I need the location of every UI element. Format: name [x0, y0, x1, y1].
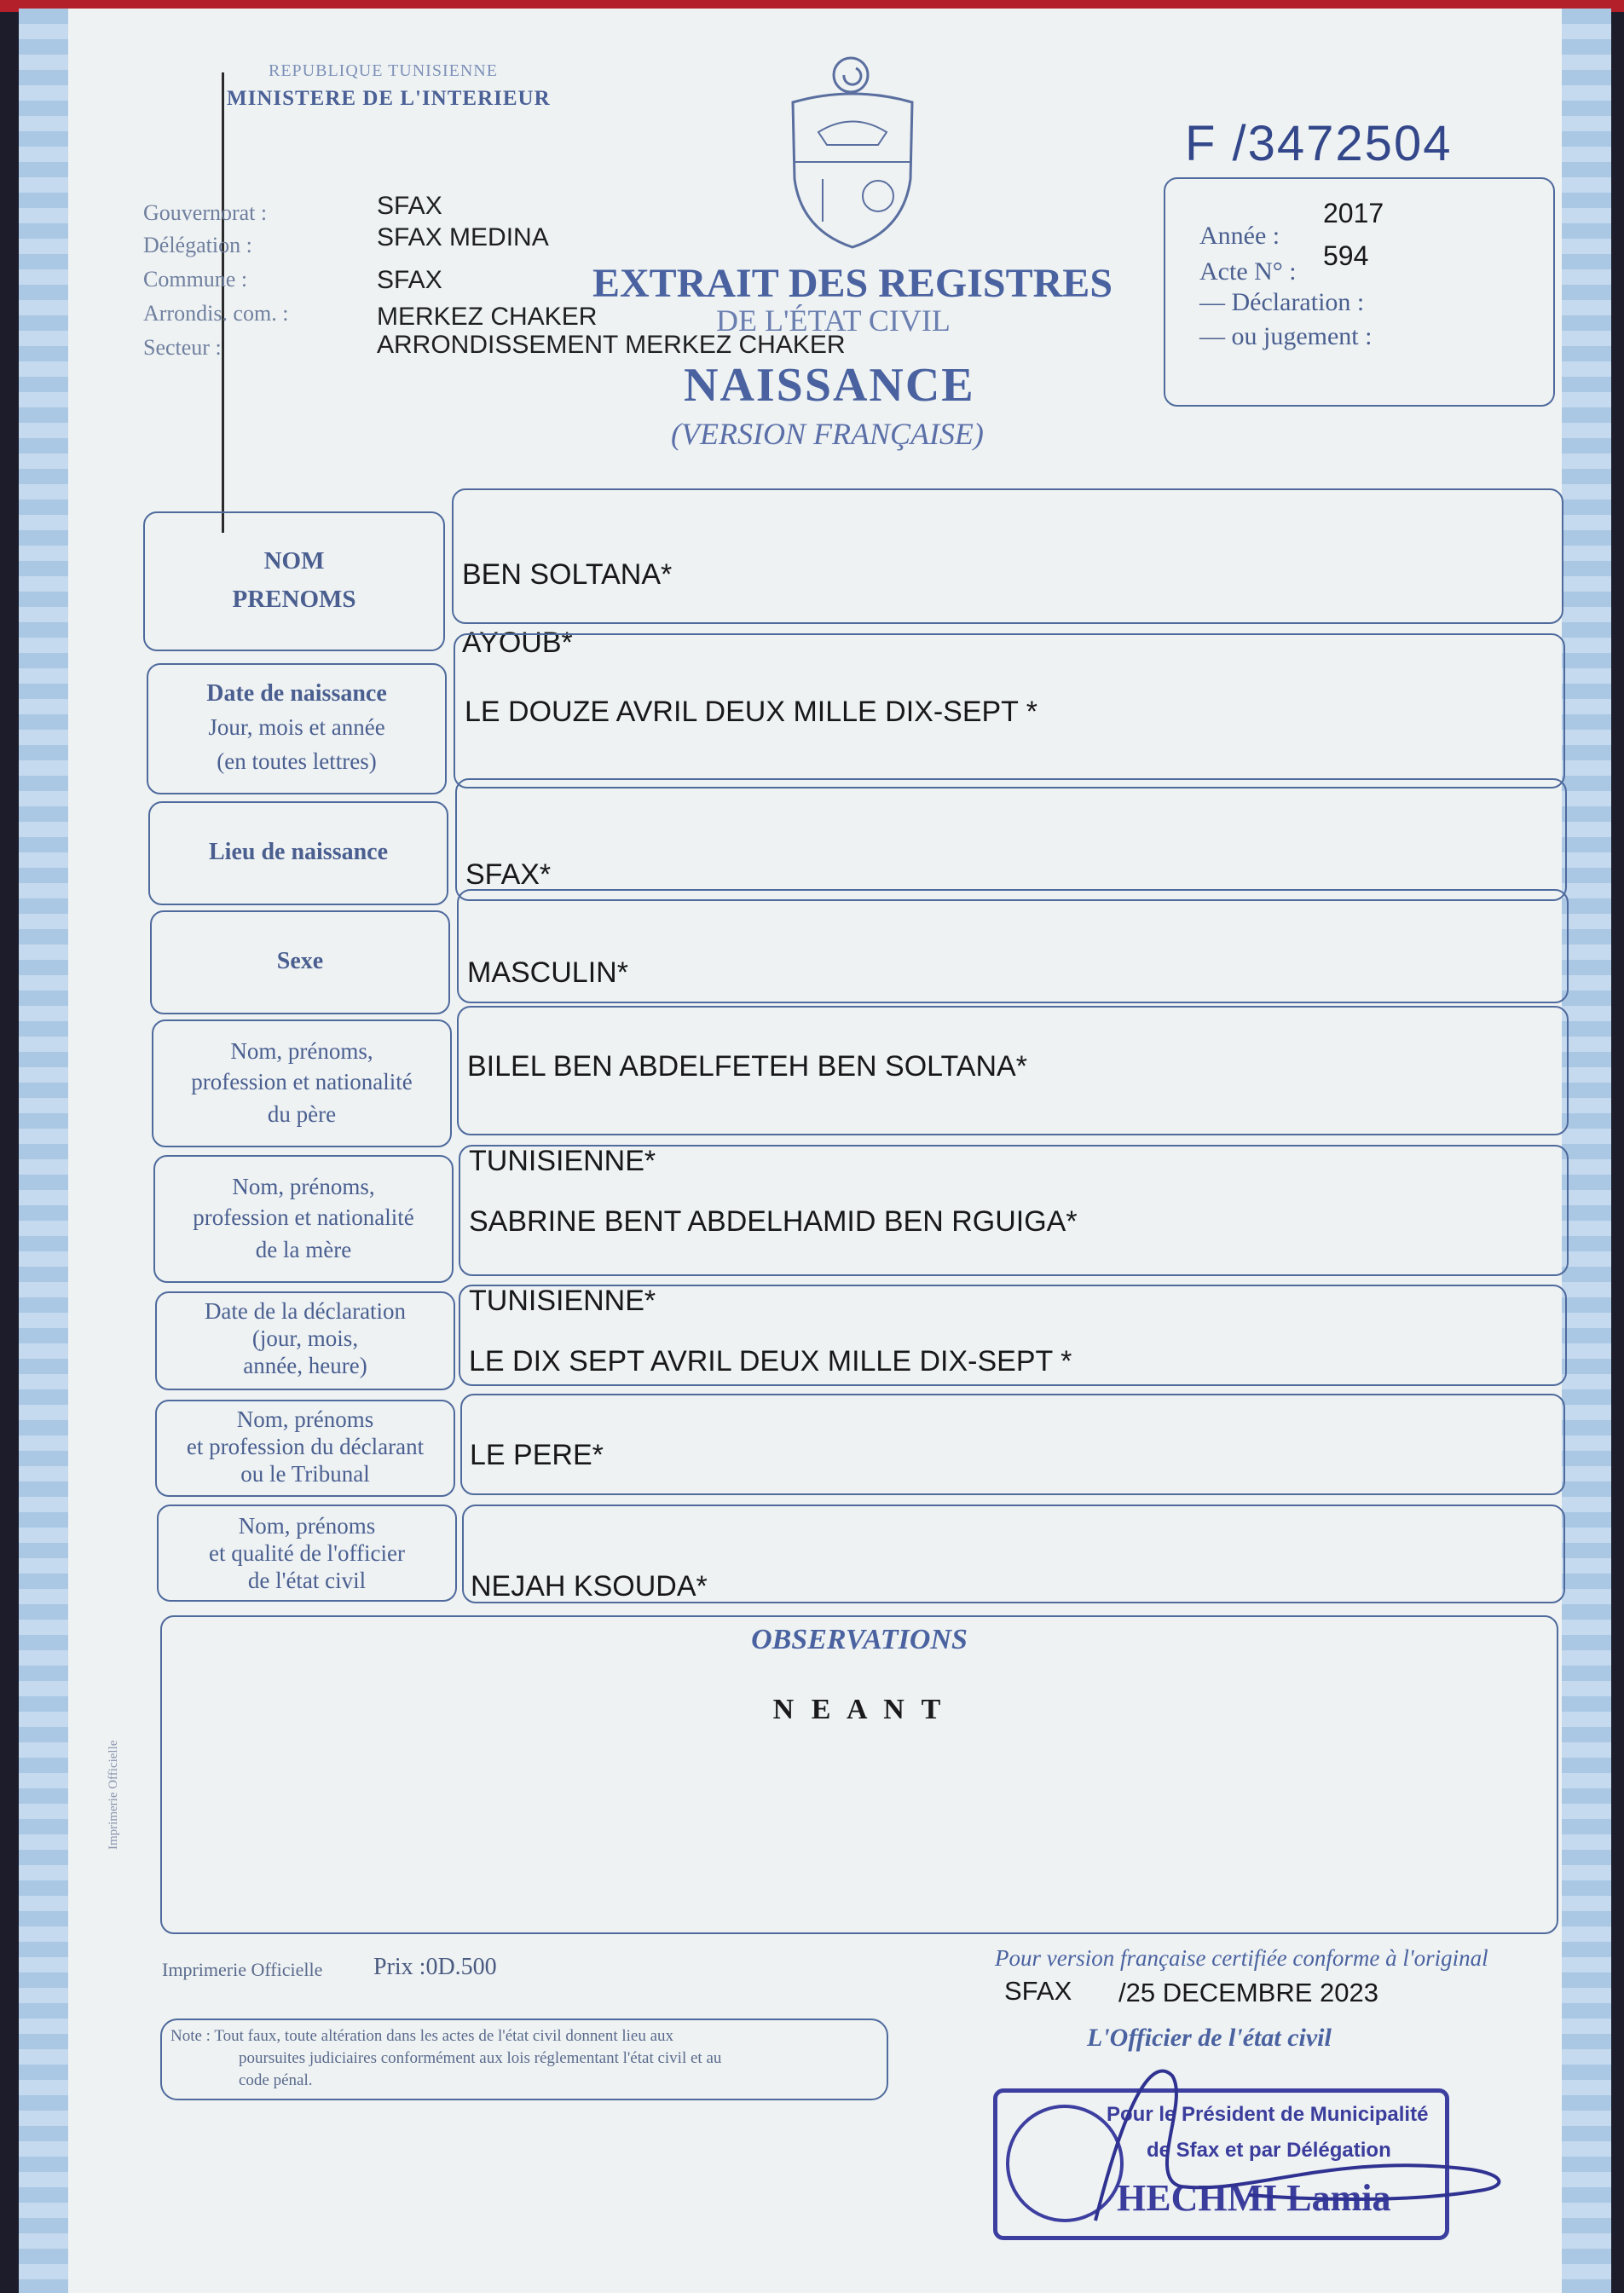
lieu-label-box — [148, 801, 448, 905]
prenoms-label: PRENOMS — [232, 586, 356, 613]
dob-label: Date de naissance — [206, 680, 387, 707]
admin-label-secteur: Secteur : — [143, 335, 222, 360]
mere-label-detail: profession et nationalité — [193, 1204, 414, 1230]
decorative-border-left — [19, 9, 68, 2293]
nom-label: NOM — [263, 547, 325, 575]
admin-label-arrondissement: Arrondis. com. : — [143, 301, 289, 326]
admin-value-secteur: ARRONDISSEMENT MERKEZ CHAKER — [377, 331, 846, 359]
pere-label: Nom, prénoms, — [230, 1038, 373, 1064]
stamp-line-1: Pour le Président de Municipalité — [1107, 2103, 1429, 2126]
coat-of-arms-icon — [784, 51, 921, 256]
price-label: Prix :0D.500 — [373, 1954, 497, 1980]
declaration-date-label-box — [155, 1291, 455, 1390]
sexe-label-box — [150, 910, 450, 1014]
legal-note-box — [160, 2019, 888, 2100]
acte-value: 594 — [1323, 240, 1369, 271]
legal-note-line-2: poursuites judiciaires conformément aux lois réglementant l'état civil et au — [239, 2049, 722, 2067]
prenom-value: AYOUB* — [462, 627, 573, 659]
nom-value-box — [452, 488, 1563, 624]
ministry-label: MINISTERE DE L'INTERIEUR — [227, 87, 551, 110]
pere-label-note: du père — [267, 1101, 337, 1127]
issue-city: SFAX — [1004, 1976, 1072, 2006]
act-type-title: NAISSANCE — [684, 359, 975, 412]
observations-value: N E A N T — [772, 1694, 946, 1725]
declaration-date-label: Date de la déclaration — [204, 1298, 407, 1324]
dob-value: LE DOUZE AVRIL DEUX MILLE DIX-SEPT * — [465, 696, 1038, 728]
annee-value: 2017 — [1323, 198, 1384, 228]
declaration-label: — Déclaration : — [1199, 288, 1365, 316]
mere-value: SABRINE BENT ABDELHAMID BEN RGUIGA* — [469, 1205, 1078, 1238]
lieu-value: SFAX* — [465, 858, 552, 891]
serial-number: F /3472504 — [1185, 116, 1453, 171]
decorative-border-right — [1562, 9, 1611, 2293]
mere-label-note: de la mère — [255, 1237, 352, 1262]
pere-value: BILEL BEN ABDELFETEH BEN SOLTANA* — [467, 1050, 1027, 1083]
declarant-label-note: ou le Tribunal — [240, 1461, 370, 1487]
imprimerie-label: Imprimerie Officielle — [162, 1959, 323, 1980]
officier-label-detail: et qualité de l'officier — [208, 1540, 405, 1566]
officer-title: L'Officier de l'état civil — [1087, 2024, 1332, 2052]
sexe-label: Sexe — [276, 948, 324, 974]
declaration-date-label-detail: (jour, mois, — [251, 1326, 359, 1351]
legal-note-line-1: Note : Tout faux, toute altération dans les actes de l'état civil donnent lieu aux — [170, 2027, 674, 2045]
mere-label-box — [153, 1155, 454, 1283]
legal-note-line-3: code pénal. — [239, 2071, 313, 2089]
lieu-label: Lieu de naissance — [208, 839, 389, 865]
certification-text: Pour version française certifiée conforme à l'original — [995, 1945, 1488, 1971]
document-title: EXTRAIT DES REGISTRES — [592, 261, 1113, 306]
signature-icon — [1078, 2050, 1522, 2238]
mere-nationality: TUNISIENNE* — [469, 1285, 656, 1317]
issue-date: /25 DECEMBRE 2023 — [1118, 1978, 1378, 2007]
printer-side-mark: Imprimerie Officielle — [107, 1740, 120, 1850]
pere-nationality: TUNISIENNE* — [469, 1145, 656, 1177]
observations-box — [160, 1615, 1558, 1934]
acte-label: Acte N° : — [1199, 257, 1297, 286]
stamp-name: HECHMI Lamia — [1117, 2177, 1391, 2219]
annee-label: Année : — [1199, 222, 1280, 250]
declarant-value: LE PERE* — [470, 1439, 604, 1471]
officier-label: Nom, prénoms — [238, 1513, 376, 1539]
pere-label-detail: profession et nationalité — [191, 1069, 413, 1095]
lieu-value-box — [455, 778, 1567, 901]
document-subtitle: DE L'ÉTAT CIVIL — [716, 303, 951, 338]
officier-label-box — [157, 1505, 457, 1602]
nom-value: BEN SOLTANA* — [462, 558, 673, 591]
declarant-label: Nom, prénoms — [236, 1406, 374, 1432]
document-body — [68, 9, 1562, 2293]
officier-value: NEJAH KSOUDA* — [471, 1570, 708, 1603]
declaration-date-label-note: année, heure) — [243, 1353, 367, 1378]
admin-label-gouvernorat: Gouvernorat : — [143, 200, 268, 225]
dob-label-note: (en toutes lettres) — [217, 748, 377, 774]
act-reference-box — [1164, 177, 1555, 407]
admin-value-commune: SFAX — [377, 266, 442, 294]
admin-label-delegation: Délégation : — [143, 233, 252, 257]
dob-label-detail: Jour, mois et année — [208, 714, 385, 740]
nom-label-box — [143, 511, 445, 651]
version-label: (VERSION FRANÇAISE) — [671, 417, 984, 451]
declarant-value-box — [460, 1394, 1565, 1495]
officier-label-note: de l'état civil — [247, 1568, 367, 1593]
stamp-line-2: de Sfax et par Délégation — [1147, 2139, 1391, 2162]
admin-label-commune: Commune : — [143, 267, 248, 292]
observations-title: OBSERVATIONS — [751, 1624, 968, 1655]
sexe-value: MASCULIN* — [467, 956, 628, 989]
declarant-label-box — [155, 1400, 455, 1497]
declaration-date-value: LE DIX SEPT AVRIL DEUX MILLE DIX-SEPT * — [469, 1345, 1072, 1378]
republic-label: REPUBLIQUE TUNISIENNE — [269, 61, 498, 80]
pere-label-box — [152, 1019, 452, 1147]
mere-label: Nom, prénoms, — [232, 1174, 375, 1199]
admin-value-arrondissement: MERKEZ CHAKER — [377, 303, 598, 331]
admin-value-gouvernorat: SFAX — [377, 192, 442, 220]
jugement-label: — ou jugement : — [1199, 322, 1373, 350]
dob-label-box — [147, 663, 447, 794]
admin-value-delegation: SFAX MEDINA — [377, 223, 549, 251]
declarant-label-detail: et profession du déclarant — [186, 1434, 425, 1459]
